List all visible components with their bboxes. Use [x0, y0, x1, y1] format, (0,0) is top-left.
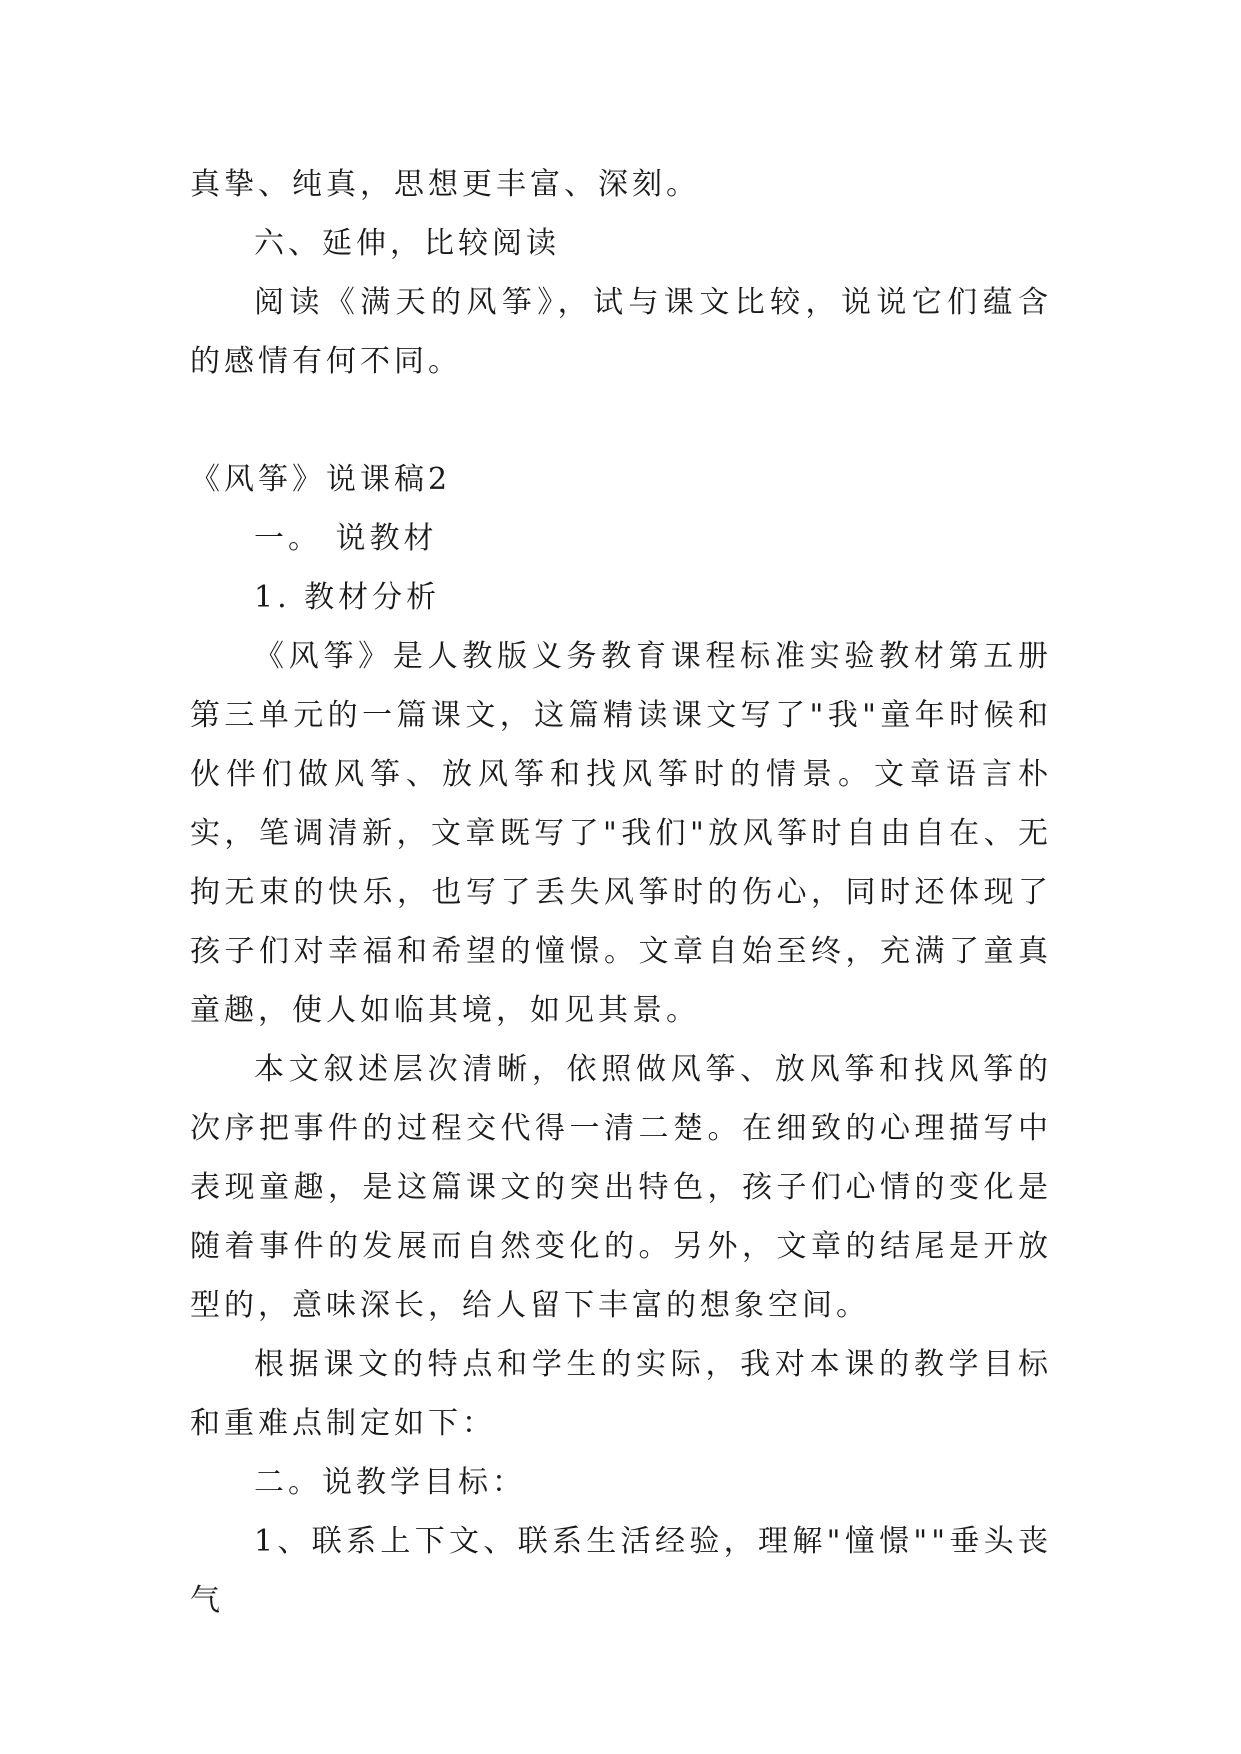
paragraph-goals-intro: 根据课文的特点和学生的实际，我对本课的教学目标和重难点制定如下： [190, 1347, 1052, 1441]
heading-teaching-goals: 二。说教学目标： [254, 1465, 526, 1500]
paragraph-comparative-reading: 阅读《满天的风筝》，试与课文比较，说说它们蕴含的感情有何不同。 [190, 285, 1052, 379]
heading-textbook: 一。 说教材 [254, 521, 438, 556]
heading-textbook-analysis: 1. 教材分析 [254, 580, 441, 615]
section-spacer [190, 391, 1052, 450]
document-body [190, 155, 1052, 1630]
paragraph-textbook-intro: 《风筝》是人教版义务教育课程标准实验教材第五册第三单元的一篇课文，这篇精读课文写了"我"童年时候和伙伴们做风筝、放风筝和找风筝时的情景。文章语言朴实，笔调清新，文章既写了"我们"放风筝时自由自在、无拘无束的快乐，也写了丢失风筝时的伤心，同时还体现了孩子们对幸福和希望的憧憬。文章自始至终，充满了童真童趣，使人如临其境，如见其景。 [190, 639, 1052, 1028]
paragraph-structure: 本文叙述层次清晰，依照做风筝、放风筝和找风筝的次序把事件的过程交代得一清二楚。在细致的心理描写中表现童趣，是这篇课文的突出特色，孩子们心情的变化是随着事件的发展而自然变化的。另外，文章的结尾是开放型的，意味深长，给人留下丰富的想象空间。 [190, 1052, 1052, 1323]
paragraph-goal-1: 1、联系上下文、联系生活经验，理解"憧憬""垂头丧气 [190, 1524, 1052, 1618]
paragraph-continuation: 真挚、纯真，思想更丰富、深刻。 [190, 167, 700, 202]
section-heading-extension: 六、延伸，比较阅读 [254, 226, 560, 261]
document-title: 《风筝》说课稿2 [190, 462, 452, 497]
